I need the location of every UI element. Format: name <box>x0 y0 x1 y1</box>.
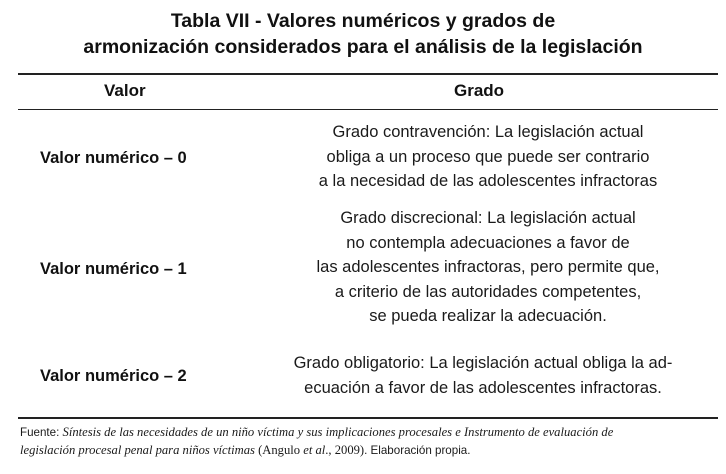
row-1-grade-description <box>266 206 710 329</box>
source-title-line-2: legislación procesal penal para niños víctimas <box>20 442 255 457</box>
row-2-line: ecuación a favor de las adolescentes infractoras. <box>304 378 662 397</box>
source-note <box>20 424 720 459</box>
row-1-line: no contempla adecuaciones a favor de <box>346 233 630 252</box>
row-0-grade-description <box>266 120 710 194</box>
row-0-line: a la necesidad de las adolescentes infractoras <box>318 172 658 190</box>
source-title-line-1: Síntesis de las necesidades de un niño víctima y sus implicaciones procesales e Instrumento de evaluación de <box>62 425 614 439</box>
source-author-open: (Angulo <box>254 442 304 457</box>
row-0-line: Grado contravención: La legislación actual <box>332 123 644 141</box>
table-top-rule <box>18 73 718 75</box>
source-et-al: et al <box>303 442 326 457</box>
table-title <box>0 8 726 60</box>
row-0-value-label: Valor numérico – 0 <box>40 149 187 167</box>
row-1-line: a criterio de las autoridades competentes, <box>334 282 642 301</box>
row-2-line: Grado obligatorio: La legislación actual obliga la ad- <box>293 354 673 372</box>
source-suffix: . Elaboración propia. <box>364 443 471 457</box>
row-1-line: se pueda realizar la adecuación. <box>369 307 607 325</box>
header-divider-rule <box>18 109 718 110</box>
row-1-line: Grado discrecional: La legislación actual <box>340 209 636 227</box>
source-author-close: ., 2009) <box>325 442 365 457</box>
column-header-grado: Grado <box>454 81 505 100</box>
table-bottom-rule <box>18 417 718 419</box>
row-0-line: obliga a un proceso que puede ser contrario <box>326 147 650 166</box>
row-2-value-label: Valor numérico – 2 <box>40 367 187 385</box>
row-1-value-label: Valor numérico – 1 <box>40 260 187 278</box>
row-2-grade-description <box>256 351 710 400</box>
table-title-line-1: Tabla VII - Valores numéricos y grados de <box>170 10 556 32</box>
source-prefix: Fuente: <box>20 426 63 439</box>
row-1-line: las adolescentes infractoras, pero permite que, <box>316 258 660 276</box>
table-title-line-2: armonización considerados para el análisis de la legislación <box>83 36 643 58</box>
column-header-valor: Valor <box>104 81 146 100</box>
